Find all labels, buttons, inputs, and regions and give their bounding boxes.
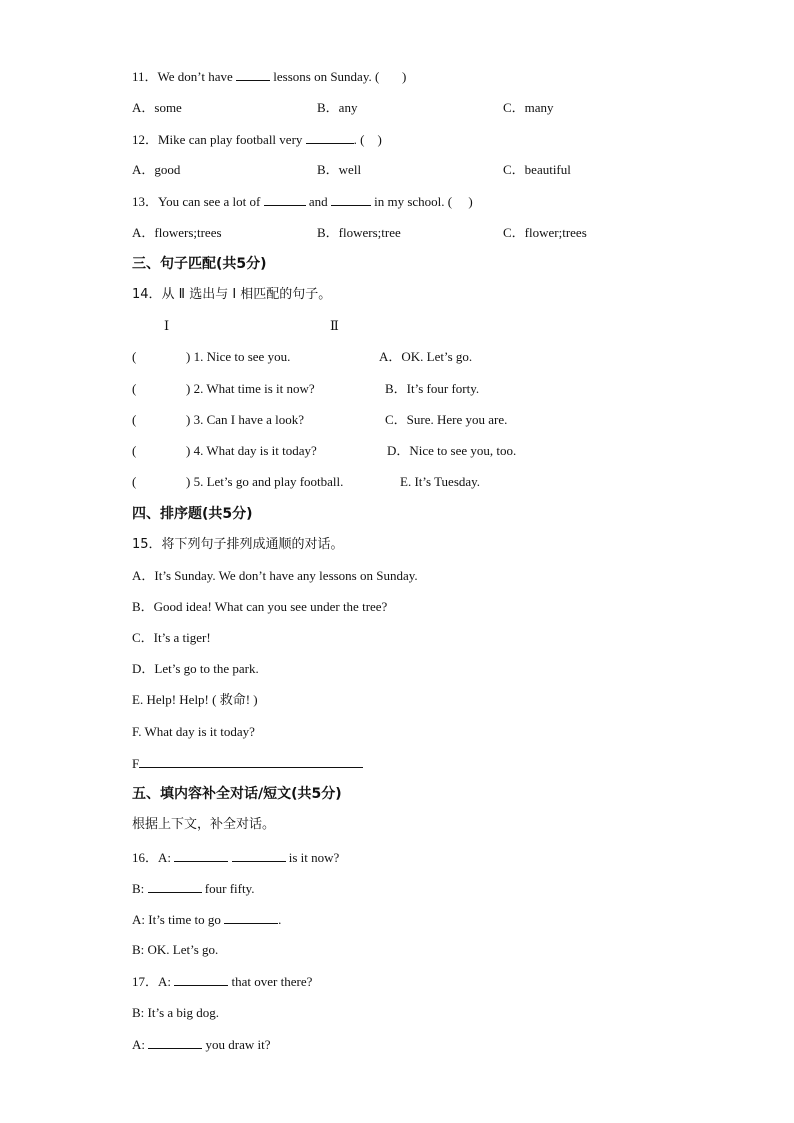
question-14-prompt: 14．从 Ⅱ 选出与 Ⅰ 相匹配的句子。 xyxy=(132,287,332,302)
answer-blank[interactable] xyxy=(232,849,286,862)
option-b[interactable]: B．well xyxy=(317,162,362,177)
dialog-text: B: xyxy=(132,881,145,896)
dialog-text: that over there? xyxy=(231,974,313,989)
question-13-text-start: 13．You can see a lot of xyxy=(132,194,261,209)
sentence-d: D．Let’s go to the park. xyxy=(132,661,259,676)
answer-blank[interactable] xyxy=(148,1036,202,1049)
option-c[interactable]: C．many xyxy=(503,100,554,115)
match-left-item: ) 4. What day is it today? xyxy=(186,443,317,458)
sentence-c: C．It’s a tiger! xyxy=(132,630,211,645)
answer-blank[interactable] xyxy=(236,68,270,81)
sentence-a: A．It’s Sunday. We don’t have any lessons on Sunday. xyxy=(132,568,418,583)
dialog-text: A: xyxy=(132,1037,145,1052)
sentence-e: E. Help! Help! ( 救命! ) xyxy=(132,692,258,707)
dialog-text: you draw it? xyxy=(205,1037,271,1052)
option-c[interactable]: C．beautiful xyxy=(503,162,571,177)
match-paren-open[interactable]: ( xyxy=(132,349,137,364)
answer-blank[interactable] xyxy=(306,131,354,144)
dialog-text: 17．A: xyxy=(132,974,172,989)
question-11-text-start: 11．We don’t have xyxy=(132,69,233,84)
option-a[interactable]: A．flowers;trees xyxy=(132,225,222,240)
dialog-text: A: It’s time to go xyxy=(132,912,221,927)
match-left-item: ) 1. Nice to see you. xyxy=(186,349,291,364)
dialog-text: is it now? xyxy=(288,850,340,865)
dialog-text: 16．A: xyxy=(132,850,172,865)
dialog-text: . xyxy=(278,912,282,927)
sentence-f: F. What day is it today? xyxy=(132,724,255,739)
sentence-b: B．Good idea! What can you see under the tree? xyxy=(132,599,388,614)
question-13 xyxy=(132,193,473,210)
column-2-label: Ⅱ xyxy=(330,318,339,333)
dialog-line: B: It’s a big dog. xyxy=(132,1005,220,1020)
answer-blank[interactable] xyxy=(264,193,306,206)
dialog-line: B: OK. Let’s go. xyxy=(132,942,219,957)
match-left-item: ) 5. Let’s go and play football. xyxy=(186,474,344,489)
match-right-item: C．Sure. Here you are. xyxy=(385,412,508,427)
column-1-label: Ⅰ xyxy=(164,318,170,333)
option-b[interactable]: B．flowers;tree xyxy=(317,225,401,240)
match-right-item: E. It’s Tuesday. xyxy=(400,474,481,489)
match-left-item: ) 2. What time is it now? xyxy=(186,381,315,396)
option-a[interactable]: A．good xyxy=(132,162,181,177)
question-12-text-start: 12．Mike can play football very xyxy=(132,132,303,147)
section-3-heading: 三、句子匹配(共5分) xyxy=(132,256,267,272)
answer-blank[interactable] xyxy=(174,849,228,862)
option-a[interactable]: A．some xyxy=(132,100,182,115)
match-right-item: D．Nice to see you, too. xyxy=(387,443,517,458)
question-12 xyxy=(132,131,382,148)
answer-blank[interactable] xyxy=(148,880,202,893)
dialog-line xyxy=(132,973,312,990)
question-16-intro: 根据上下文，补全对话。 xyxy=(132,817,276,832)
section-4-heading: 四、排序题(共5分) xyxy=(132,506,253,522)
match-paren-open[interactable]: ( xyxy=(132,474,137,489)
dialog-line xyxy=(132,849,339,866)
dialog-text: four fifty. xyxy=(204,881,255,896)
order-answer-prefix: F xyxy=(132,756,140,771)
option-c[interactable]: C．flower;trees xyxy=(503,225,587,240)
question-11 xyxy=(132,68,406,85)
question-12-text-end: . ( ) xyxy=(353,132,382,147)
match-left-item: ) 3. Can I have a look? xyxy=(186,412,305,427)
question-13-text-end: in my school. ( ) xyxy=(374,194,473,209)
match-right-item: A．OK. Let’s go. xyxy=(379,349,473,364)
match-paren-open[interactable]: ( xyxy=(132,443,137,458)
answer-blank[interactable] xyxy=(224,911,278,924)
dialog-line xyxy=(132,880,255,897)
section-5-heading: 五、填内容补全对话/短文(共5分) xyxy=(132,786,342,802)
match-right-item: B．It’s four forty. xyxy=(385,381,480,396)
question-11-text-end: lessons on Sunday. ( ) xyxy=(273,69,407,84)
match-paren-open[interactable]: ( xyxy=(132,381,137,396)
question-13-text-mid: and xyxy=(308,194,328,209)
order-answer-line xyxy=(132,755,363,772)
dialog-line xyxy=(132,1036,270,1053)
order-answer-blank[interactable] xyxy=(139,755,363,768)
answer-blank[interactable] xyxy=(331,193,371,206)
dialog-line xyxy=(132,911,281,928)
option-b[interactable]: B．any xyxy=(317,100,358,115)
match-paren-open[interactable]: ( xyxy=(132,412,137,427)
answer-blank[interactable] xyxy=(174,973,228,986)
question-15-prompt: 15．将下列句子排列成通顺的对话。 xyxy=(132,537,344,552)
